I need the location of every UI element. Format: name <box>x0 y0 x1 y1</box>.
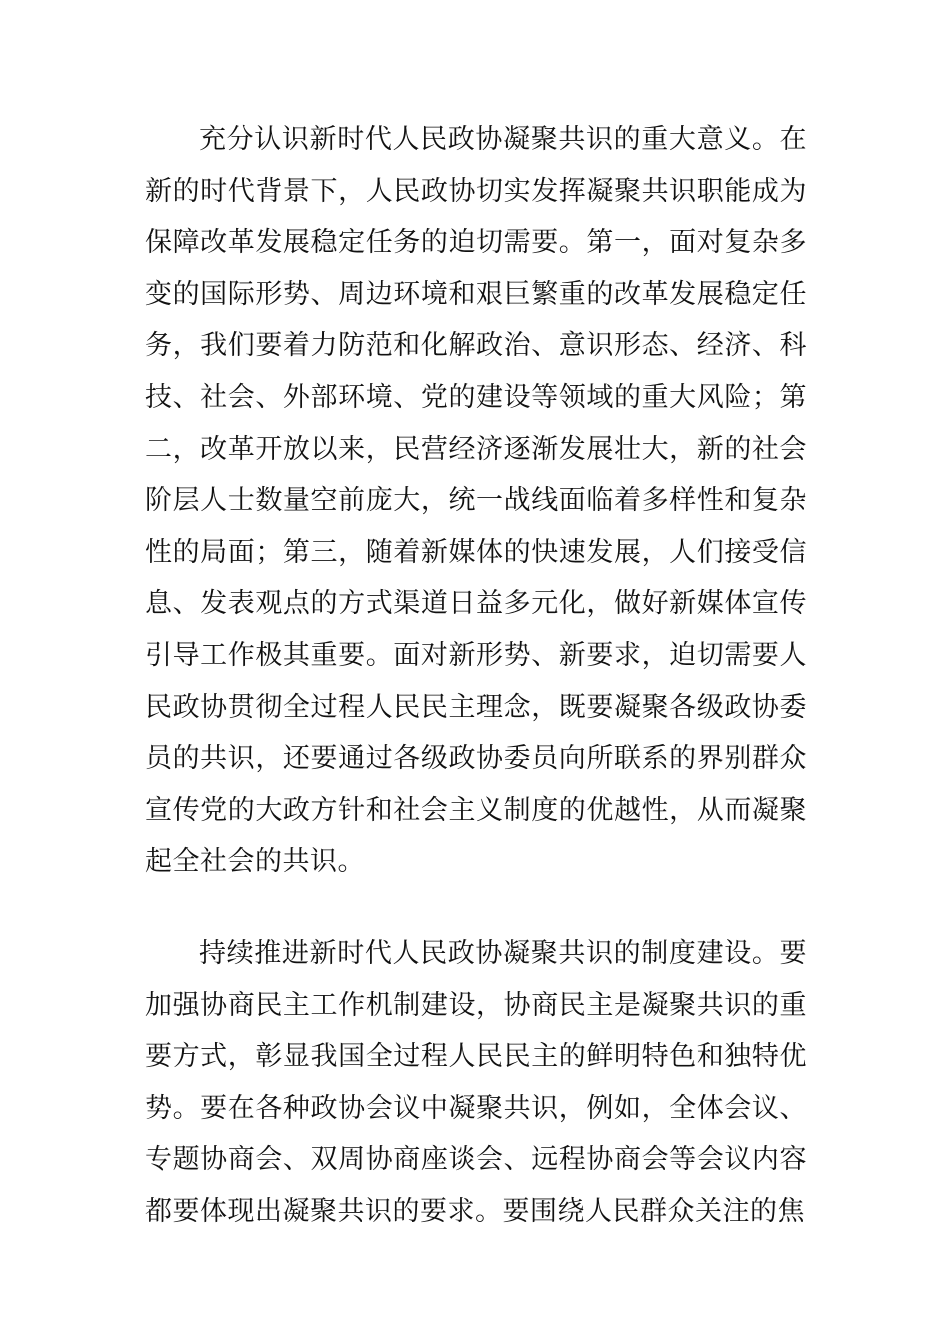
paragraph-2: 持续推进新时代人民政协凝聚共识的制度建设。要加强协商民主工作机制建设，协商民主是凝聚共识的重要方式，彰显我国全过程人民民主的鲜明特色和独特优势。要在各种政协会议中凝聚共识，例如，全体会议、专题协商会、双周协商座谈会、远程协商会等会议内容都要体现出凝聚共识的要求。要围绕人民群众关注的焦 <box>145 938 807 1227</box>
paragraph-1: 充分认识新时代人民政协凝聚共识的重大意义。在新的时代背景下，人民政协切实发挥凝聚共识职能成为保障改革发展稳定任务的迫切需要。第一，面对复杂多变的国际形势、周边环境和艰巨繁重的改革发展稳定任务，我们要着力防范和化解政治、意识形态、经济、科技、社会、外部环境、党的建设等领域的重大风险；第二，改革开放以来，民营经济逐渐发展壮大，新的社会阶层人士数量空前庞大，统一战线面临着多样性和复杂性的局面；第三，随着新媒体的快速发展，人们接受信息、发表观点的方式渠道日益多元化，做好新媒体宣传引导工作极其重要。面对新形势、新要求，迫切需要人民政协贯彻全过程人民民主理念，既要凝聚各级政协委员的共识，还要通过各级政协委员向所联系的界别群众宣传党的大政方针和社会主义制度的优越性，从而凝聚起全社会的共识。 <box>145 124 807 878</box>
